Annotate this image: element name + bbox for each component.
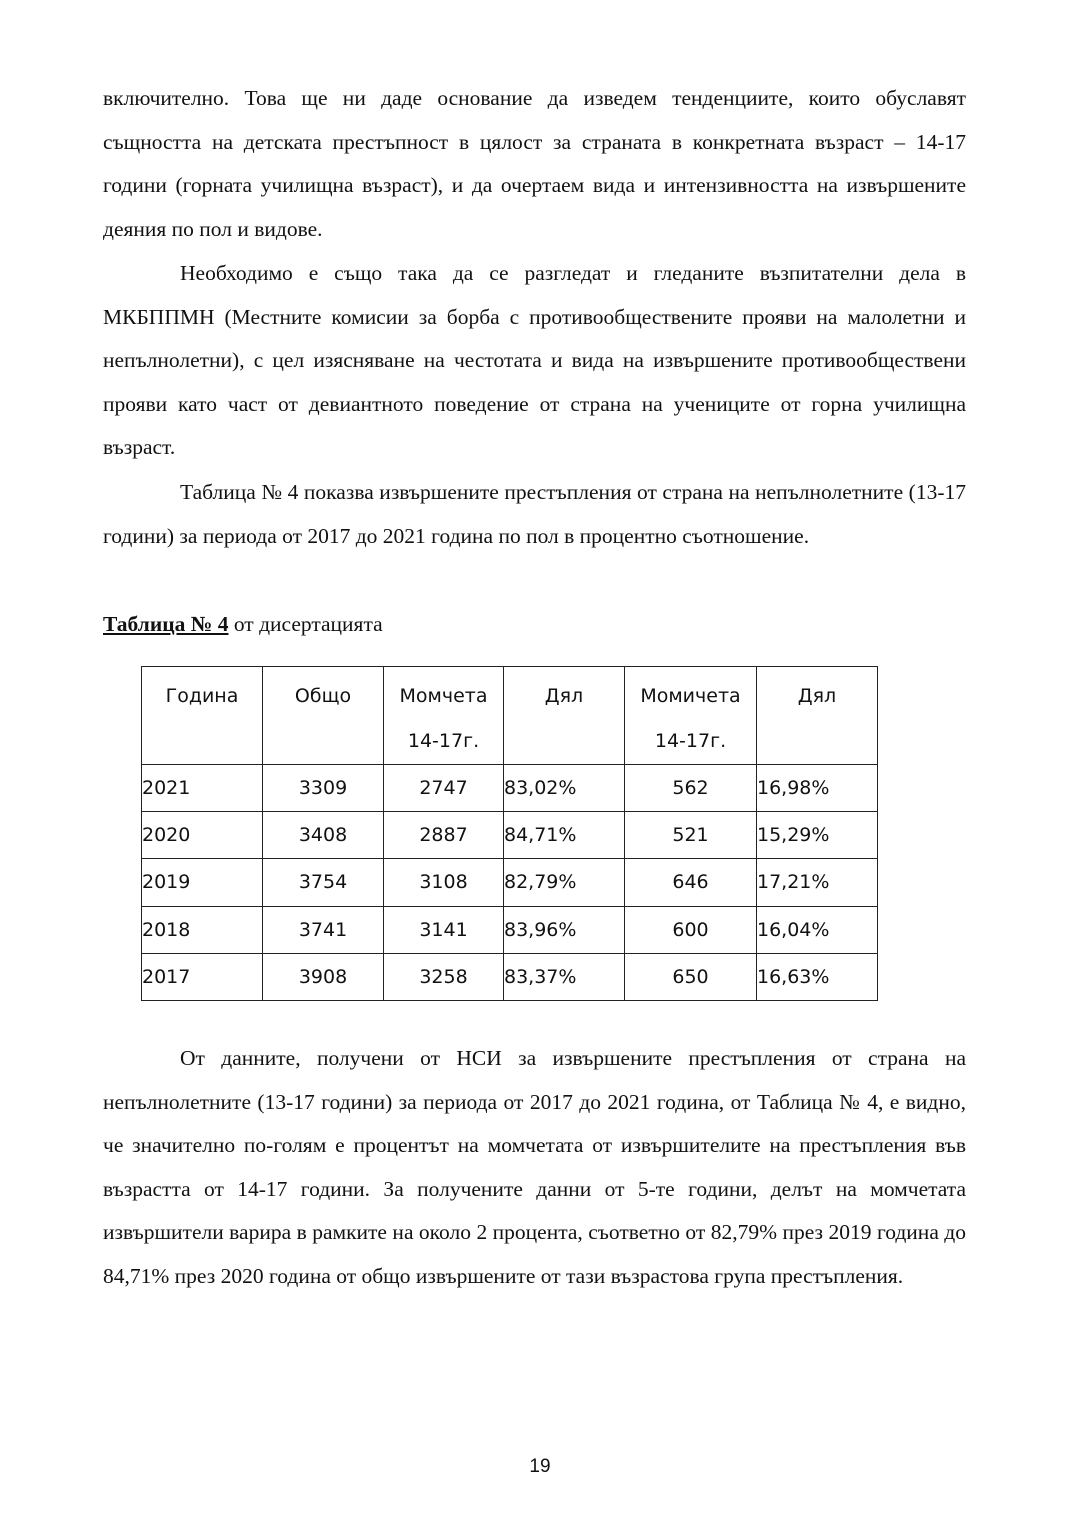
- table-header-row: [142, 667, 878, 765]
- table-caption-label: Таблица № 4: [103, 612, 229, 636]
- cell-boys-share: 83,96%: [504, 906, 625, 953]
- table-row: [142, 953, 878, 1000]
- cell-boys-share: 83,02%: [504, 765, 625, 812]
- paragraph-4-text: От данните, получени от НСИ за извършените престъпления от страна на непълнолетните (13-17 години) за периода от 2017 до 2021 година, от Таблица № 4, е видно, че значително по-голям е процентът на момчетата от извършителите на престъпления във възрастта от 14-17 години. За получените данни от 5-те години, делът на момчетата извършители варира в рамките на около 2 процента, съответно от 82,79% през 2019 година до 84,71% през 2020 година от общо извършените от тази възрастова група престъпления.: [103, 1046, 966, 1288]
- cell-girls-share: 16,63%: [757, 953, 878, 1000]
- header-boys: [384, 667, 504, 765]
- cell-boys: 3108: [384, 859, 504, 906]
- cell-total: 3908: [263, 953, 384, 1000]
- cell-year: 2018: [142, 906, 263, 953]
- header-boys-line2: 14-17г.: [407, 730, 480, 752]
- paragraph-2: [103, 252, 966, 470]
- table-caption-text: от дисертацията: [228, 612, 383, 636]
- paragraph-4: [103, 1037, 966, 1299]
- cell-year: 2020: [142, 812, 263, 859]
- cell-boys: 3141: [384, 906, 504, 953]
- table-row: [142, 812, 878, 859]
- header-boys-line1: Момчета: [399, 685, 488, 707]
- cell-boys-share: 84,71%: [504, 812, 625, 859]
- table-row: [142, 765, 878, 812]
- cell-total: 3408: [263, 812, 384, 859]
- table-row: [142, 906, 878, 953]
- header-girls-line2: 14-17г.: [654, 730, 727, 752]
- cell-girls-share: 17,21%: [757, 859, 878, 906]
- header-girls: [625, 667, 757, 765]
- header-girls-line1: Момичета: [640, 685, 741, 707]
- cell-boys: 3258: [384, 953, 504, 1000]
- cell-girls-share: 16,04%: [757, 906, 878, 953]
- cell-boys: 2747: [384, 765, 504, 812]
- cell-girls: 521: [625, 812, 757, 859]
- cell-girls: 600: [625, 906, 757, 953]
- paragraph-1: [103, 77, 966, 251]
- cell-total: 3741: [263, 906, 384, 953]
- table-caption: [103, 603, 383, 647]
- cell-girls: 650: [625, 953, 757, 1000]
- cell-total: 3309: [263, 765, 384, 812]
- cell-boys: 2887: [384, 812, 504, 859]
- cell-boys-share: 82,79%: [504, 859, 625, 906]
- header-boys-share: Дял: [504, 667, 625, 765]
- page-number: 19: [529, 1456, 551, 1477]
- header-total: Общо: [263, 667, 384, 765]
- cell-year: 2019: [142, 859, 263, 906]
- header-girls-share: Дял: [757, 667, 878, 765]
- table-row: [142, 859, 878, 906]
- cell-girls: 646: [625, 859, 757, 906]
- cell-year: 2017: [142, 953, 263, 1000]
- header-year: Година: [142, 667, 263, 765]
- cell-year: 2021: [142, 765, 263, 812]
- paragraph-3-text: Таблица № 4 показва извършените престъпления от страна на непълнолетните (13-17 години) за периода от 2017 до 2021 година по пол в процентно съотношение.: [103, 480, 966, 548]
- data-table: [141, 666, 878, 1001]
- cell-boys-share: 83,37%: [504, 953, 625, 1000]
- cell-girls-share: 16,98%: [757, 765, 878, 812]
- cell-girls: 562: [625, 765, 757, 812]
- paragraph-2-text: Необходимо е също така да се разгледат и гледаните възпитателни дела в МКБППМН (Местните комисии за борба с противообществените прояви на малолетни и непълнолетни), с цел изясняване на честотата и вида на извършените противообществени прояви като част от девиантното поведение от страна на учениците от горна училищна възраст.: [103, 261, 966, 460]
- paragraph-3: [103, 471, 966, 558]
- paragraph-1-text: включително. Това ще ни даде основание да изведем тенденциите, които обуславят същността на детската престъпност в цялост за страната в конкретната възраст – 14-17 години (горната училищна възраст), и да очертаем вида и интензивността на извършените деяния по пол и видове.: [103, 86, 966, 241]
- cell-girls-share: 15,29%: [757, 812, 878, 859]
- cell-total: 3754: [263, 859, 384, 906]
